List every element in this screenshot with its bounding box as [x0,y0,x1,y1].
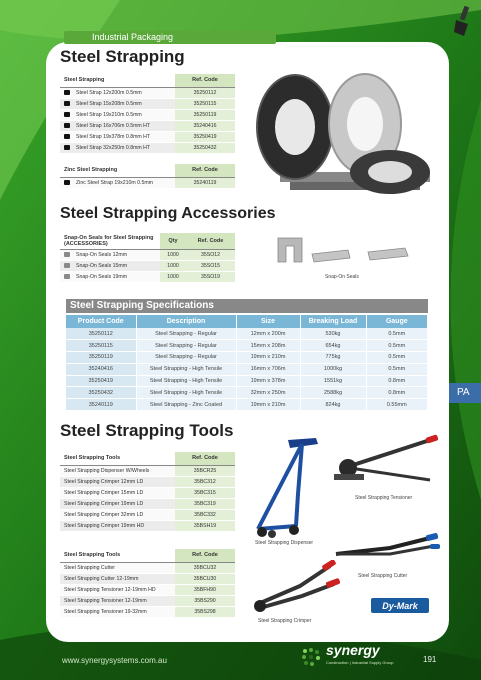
crimper-photo [250,560,340,615]
spec-cell: 35250112 [66,328,136,340]
table-row: Steel Strapping Dispenser W/Wheels [60,465,175,476]
spec-row [66,375,428,387]
ref-code: 35250115 [175,98,235,109]
table-row: Steel Strap 15x208m 0.5mm [60,98,175,109]
steel-strapping-title: Steel Strapping [60,47,185,66]
ref-code: 35250419 [175,131,235,142]
spec-row [66,352,428,364]
spec-row [66,363,428,375]
steel-strapping-table [60,74,235,154]
col-ref: Ref. Code [175,452,235,465]
snap-on-seals-caption: Snap-On Seals [325,274,359,280]
logo-wordmark: synergy [326,642,380,658]
spec-row [66,340,428,352]
col-ref: Ref. Code [175,549,235,562]
accessories-table [60,233,235,283]
bullet-icon [64,263,70,268]
spec-header: Gauge [366,315,428,328]
accessories-title: Steel Strapping Accessories [60,205,276,222]
table-row: Steel Strap 32x250m 0.8mm HT [60,142,175,153]
spec-cell: 0.8mm [366,375,428,387]
spec-cell: 35250419 [66,375,136,387]
ref-code: 35BC319 [175,498,235,509]
col-ref: Ref. Code [175,74,235,87]
tools-table-2 [60,549,235,618]
spec-cell: Steel Strapping - High Tensile [136,387,236,399]
tensioner-photo [330,434,440,489]
col-name: Steel Strapping Tools [60,452,175,465]
table-row: Steel Strap 19x210m 0.5mm [60,109,175,120]
table-row: Steel Strapping Crimper 19mm LD [60,498,175,509]
logo-dots-icon [300,646,322,668]
spec-header: Breaking Load [300,315,366,328]
col-name: Steel Strapping Tools [60,549,175,562]
col-name: Steel Strapping [60,74,175,87]
spec-cell: 0.5mm [366,363,428,375]
ref-code: 35BC315 [175,487,235,498]
spec-cell: 2588kg [300,387,366,399]
spec-cell: 19mm x 378m [236,375,300,387]
ref-code: 35BC332 [175,509,235,520]
spec-cell: 0.8mm [366,387,428,399]
spec-cell: 35250432 [66,387,136,399]
spec-row [66,399,428,411]
spec-cell: 654kg [300,340,366,352]
tools-title: Steel Strapping Tools [60,421,234,440]
table-row: Steel Strap 12x200m 0.5mm [60,87,175,98]
ref-code: 35BCR25 [175,465,235,476]
table-row: Steel Strapping Crimper 12mm LD [60,476,175,487]
logo-tagline: Construction | Industrial Supply Group [326,660,394,665]
qty: 1000 [160,260,186,271]
specs-table [66,315,428,411]
ref-code: 35BS290 [175,595,235,606]
brand-badge: Dy-Mark [370,597,430,614]
zinc-strapping-table [60,164,235,189]
spec-cell: 0.55mm [366,399,428,411]
bullet-icon [64,145,70,150]
spec-cell: 16mm x 706m [236,363,300,375]
ref-code: 35BS298 [175,606,235,617]
table-row: Steel Strap 16x706m 0.5mm HT [60,120,175,131]
col-ref: Ref. Code [186,233,235,249]
spec-cell: 35250119 [66,352,136,364]
spec-cell: Steel Strapping - High Tensile [136,375,236,387]
bullet-icon [64,101,70,106]
ref-code: 35BFH90 [175,584,235,595]
specs-title: Steel Strapping Specifications [66,299,428,313]
spec-row [66,387,428,399]
spec-cell: 35250115 [66,340,136,352]
table-row: Snap-On Seals 15mm [60,260,160,271]
ref-code: 35240119 [175,177,235,188]
table-row: Steel Strapping Crimper 32mm LD [60,509,175,520]
snap-on-seals-photo [270,232,420,272]
spec-cell: 824kg [300,399,366,411]
table-row: Steel Strapping Cutter 12-19mm [60,573,175,584]
col-ref: Ref. Code [175,164,235,177]
ref-code: 35BC312 [175,476,235,487]
table-row: Steel Strapping Cutter [60,562,175,573]
spec-cell: 19mm x 210m [236,352,300,364]
ref-code: 35240416 [175,120,235,131]
spec-header: Size [236,315,300,328]
table-row: Steel Strap 19x378m 0.8mm HT [60,131,175,142]
table-row: Snap-On Seals 19mm [60,271,160,282]
col-qty: Qty [160,233,186,249]
spec-cell: 35240416 [66,363,136,375]
tensioner-caption: Steel Strapping Tensioner [355,495,413,501]
bullet-icon [64,112,70,117]
ref-code: 35SO19 [186,271,235,282]
bullet-icon [64,123,70,128]
spec-cell: 0.5mm [366,328,428,340]
spec-cell: 0.5mm [366,340,428,352]
col-name: Zinc Steel Strapping [60,164,175,177]
spec-cell: Steel Strapping - High Tensile [136,363,236,375]
section-tab: Industrial Packaging [64,31,276,44]
table-row: Steel Strapping Crimper 19mm HD [60,520,175,531]
qty: 1000 [160,249,186,260]
spec-cell: Steel Strapping - Regular [136,352,236,364]
table-row: Steel Strapping Crimper 15mm LD [60,487,175,498]
ref-code: 35250432 [175,142,235,153]
spec-cell: Steel Strapping - Regular [136,328,236,340]
ref-code: 35BCU32 [175,562,235,573]
cutter-caption: Steel Strapping Cutter [358,573,408,579]
crimper-caption: Steel Strapping Crimper [258,618,312,624]
bullet-icon [64,252,70,257]
page-number: 191 [423,655,437,664]
dispenser-caption: Steel Strapping Dispenser [255,540,314,546]
spec-cell: Steel Strapping - Zinc Coated [136,399,236,411]
ref-code: 35BSH19 [175,520,235,531]
spec-cell: 12mm x 200m [236,328,300,340]
spec-cell: 1000kg [300,363,366,375]
spec-cell: 775kg [300,352,366,364]
qty: 1000 [160,271,186,282]
bullet-icon [64,180,70,185]
ref-code: 35BCU30 [175,573,235,584]
bullet-icon [64,90,70,95]
table-row: Steel Strapping Tensioner 19-32mm [60,606,175,617]
bullet-icon [64,274,70,279]
spec-cell: 0.5mm [366,352,428,364]
ref-code: 35SO15 [186,260,235,271]
spec-cell: 1551kg [300,375,366,387]
table-row: Steel Strapping Tensioner 12-19mm HD [60,584,175,595]
dispenser-photo [238,434,328,544]
spec-cell: 19mm x 210m [236,399,300,411]
tools-table-1 [60,452,235,532]
spec-cell: 530kg [300,328,366,340]
spec-header: Description [136,315,236,328]
spec-header: Product Code [66,315,136,328]
ref-code: 35250119 [175,109,235,120]
spec-cell: 32mm x 250m [236,387,300,399]
spec-cell: 15mm x 208m [236,340,300,352]
ref-code: 35250112 [175,87,235,98]
ref-code: 35SO12 [186,249,235,260]
bullet-icon [64,134,70,139]
table-row: Zinc Steel Strap 19x210m 0.5mm [60,177,175,188]
table-row: Snap-On Seals 12mm [60,249,160,260]
brush-icon [452,6,476,36]
spec-row [66,328,428,340]
steel-coils-photo [240,72,435,200]
cutter-photo [330,530,440,570]
spec-cell: Steel Strapping - Regular [136,340,236,352]
footer-url[interactable]: www.synergysystems.com.au [62,656,167,665]
col-name: Snap-On Seals for Steel Strapping (ACCESSORIES) [60,233,160,249]
spec-cell: 35240119 [66,399,136,411]
side-tab: PA [449,383,481,403]
table-row: Steel Strapping Tensioner 12-19mm [60,595,175,606]
